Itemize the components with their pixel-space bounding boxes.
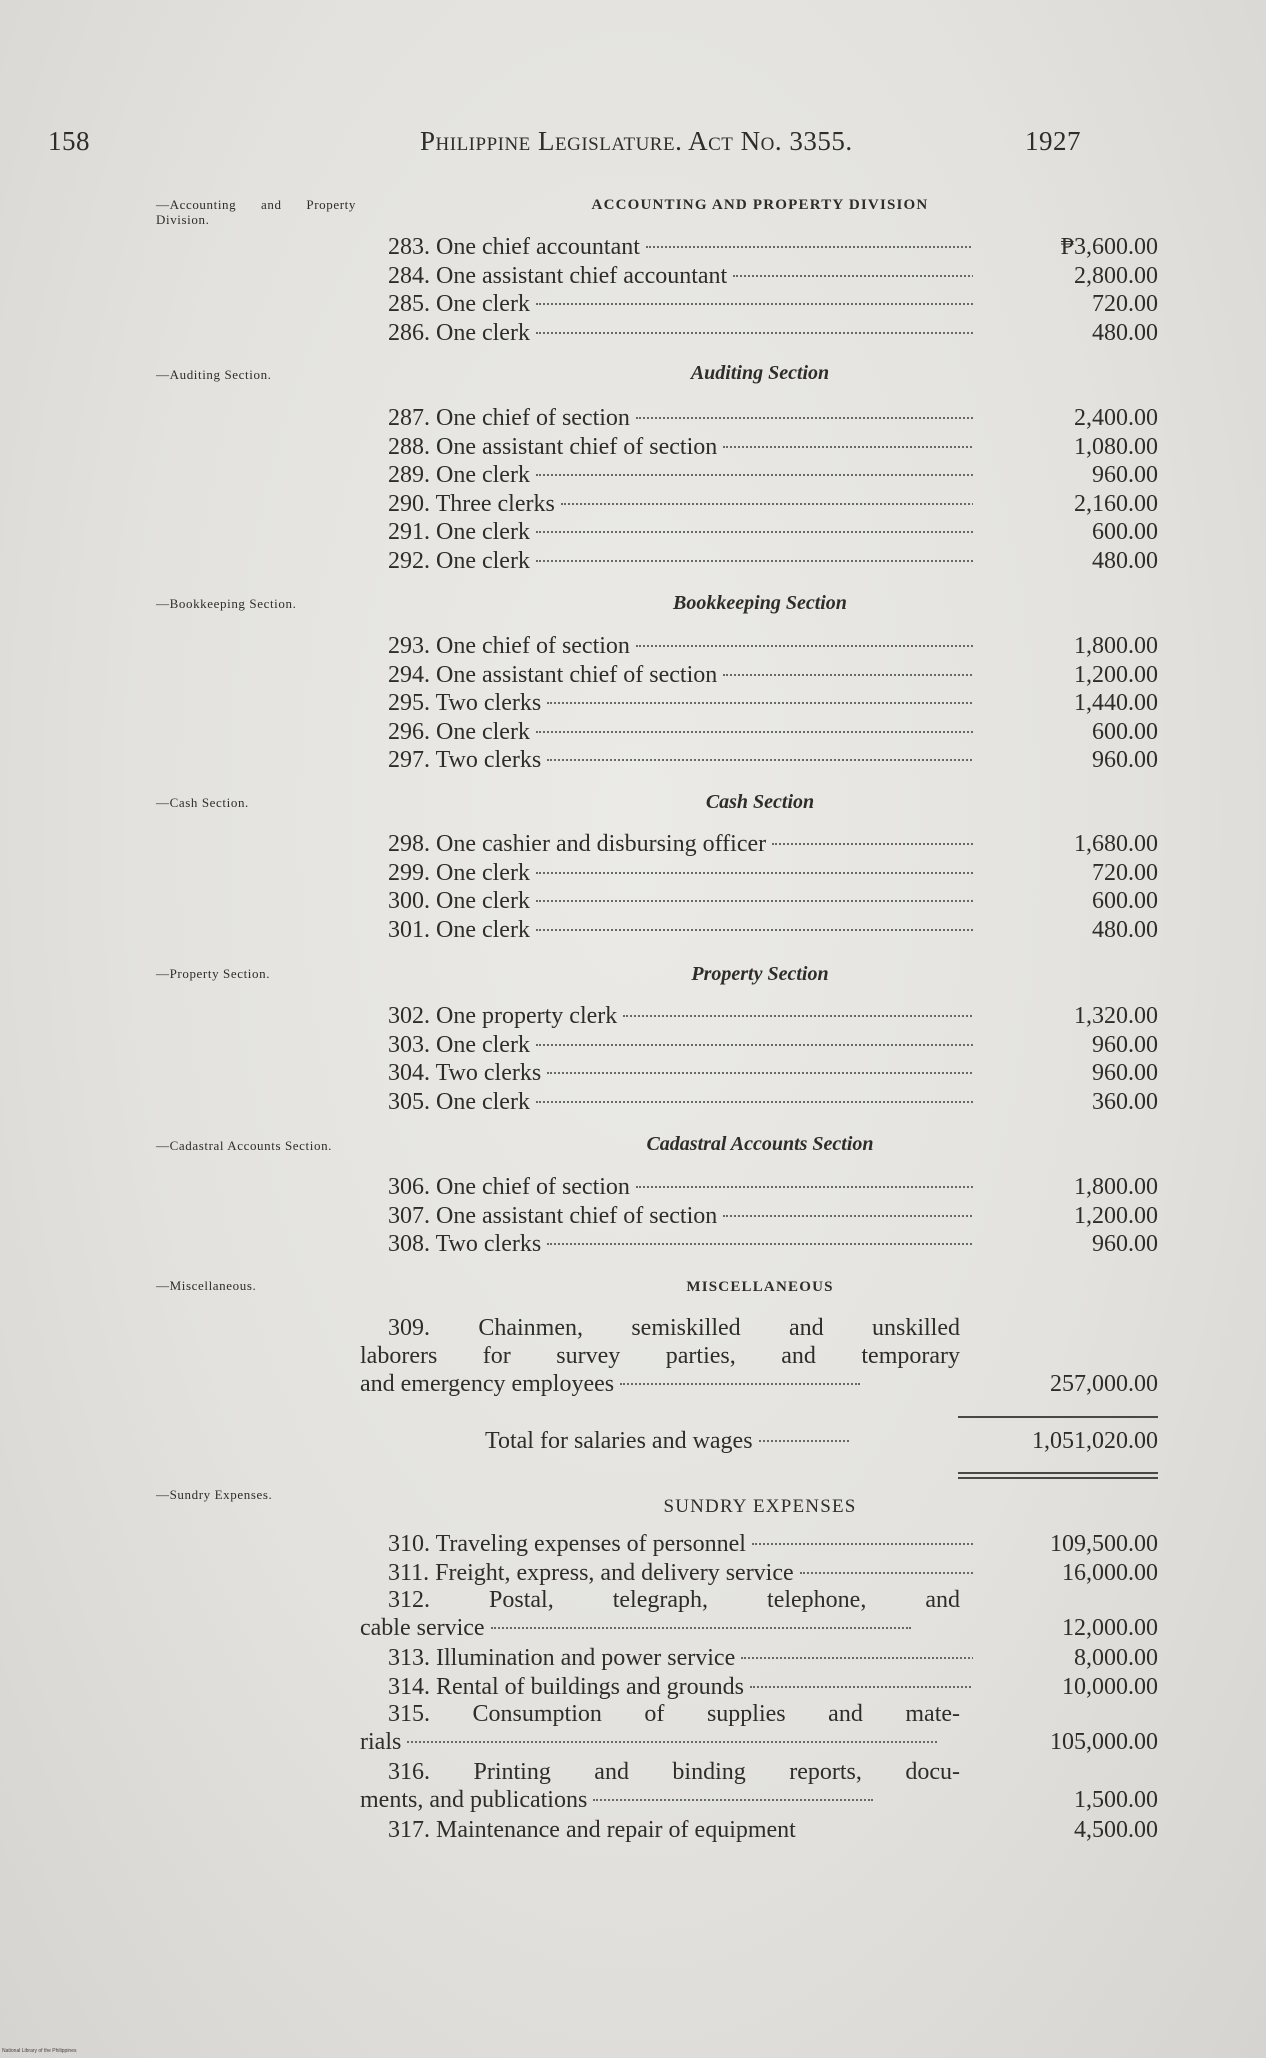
- line-item-amount: 2,160.00: [1074, 490, 1158, 517]
- line-item-desc: [388, 1031, 973, 1059]
- line-item: [360, 233, 1160, 261]
- item-316: [360, 1758, 1160, 1816]
- line-item-text: 313. Illumination and power service: [388, 1645, 736, 1671]
- line-item-text: 314. Rental of buildings and grounds: [388, 1673, 744, 1700]
- line-item-text: 299. One clerk: [388, 859, 530, 886]
- leader-dots: [620, 1383, 860, 1385]
- margin-note-property: —Property Section.: [156, 966, 271, 981]
- line-item-desc: [388, 461, 973, 489]
- line-item-amount: 109,500.00: [1050, 1531, 1158, 1557]
- line-item-amount: ₱3,600.00: [1060, 234, 1158, 260]
- page-number: 158: [48, 126, 90, 156]
- line-item-amount: 720.00: [1092, 291, 1158, 318]
- line-item-desc: [388, 1088, 973, 1116]
- leader-dots: [547, 1072, 973, 1074]
- line-item-text: 304. Two clerks: [388, 1060, 542, 1087]
- heading-bookkeeping: Bookkeeping Section: [673, 592, 847, 614]
- line-item-text: 287. One chief of section: [388, 405, 630, 431]
- leader-dots: [536, 303, 973, 305]
- line-item-desc: [388, 1059, 973, 1087]
- leader-dots: [407, 1741, 937, 1743]
- line-item-text: 296. One clerk: [388, 718, 530, 745]
- line-item-amount: 960.00: [1092, 462, 1158, 489]
- line-item: [360, 1202, 1160, 1230]
- line-item-amount: 1,440.00: [1074, 690, 1158, 717]
- total-label: Total for salaries and wages: [485, 1428, 753, 1454]
- item-316-amount: 1,500.00: [1074, 1787, 1158, 1813]
- item-312-line1: 312. Postal, telegraph, telephone, and: [388, 1587, 960, 1613]
- line-item: [360, 632, 1160, 660]
- line-item-desc: [388, 1559, 973, 1587]
- line-item-desc: [388, 1002, 973, 1030]
- line-item: [360, 1559, 1160, 1587]
- leader-dots: [750, 1686, 973, 1688]
- line-item-text: 307. One assistant chief of section: [388, 1202, 718, 1229]
- leader-dots: [636, 645, 973, 647]
- line-item: [360, 262, 1160, 290]
- leader-dots: [547, 1243, 973, 1245]
- item-315: [360, 1700, 1160, 1758]
- heading-auditing: Auditing Section: [690, 362, 830, 384]
- heading-accounting: ACCOUNTING AND PROPERTY DIVISION: [591, 197, 929, 213]
- line-item: [360, 518, 1160, 546]
- line-item-text: 310. Traveling expenses of personnel: [388, 1531, 746, 1557]
- line-item-amount: 960.00: [1092, 1060, 1158, 1087]
- line-item-desc: [388, 830, 973, 858]
- line-item-amount: 1,800.00: [1074, 1174, 1158, 1200]
- line-item: [360, 1530, 1160, 1558]
- item-317-desc: 317. Maintenance and repair of equipment: [388, 1817, 796, 1843]
- line-item-desc: [388, 1644, 973, 1672]
- leader-dots: [733, 275, 973, 277]
- heading-misc: MISCELLANEOUS: [686, 1279, 834, 1295]
- line-item-amount: 360.00: [1092, 1088, 1158, 1115]
- line-item-text: 283. One chief accountant: [388, 234, 640, 260]
- page-header: [40, 126, 1090, 166]
- line-item-amount: 600.00: [1092, 718, 1158, 745]
- line-item-amount: 10,000.00: [1062, 1673, 1158, 1700]
- leader-dots: [536, 474, 973, 476]
- item-309-line1: 309. Chainmen, semiskilled and unskilled: [388, 1315, 960, 1341]
- line-item-desc: [388, 632, 973, 660]
- line-item: [360, 461, 1160, 489]
- line-item-amount: 960.00: [1092, 747, 1158, 774]
- leader-dots: [623, 1015, 973, 1017]
- line-item-desc: [388, 1530, 973, 1558]
- item-317: [360, 1816, 1160, 1844]
- line-item-text: 306. One chief of section: [388, 1174, 630, 1200]
- line-item-text: 300. One clerk: [388, 888, 530, 915]
- margin-note-misc: —Miscellaneous.: [156, 1278, 257, 1293]
- leader-dots: [759, 1440, 849, 1442]
- line-item-amount: 480.00: [1092, 548, 1158, 574]
- leader-dots: [723, 446, 973, 448]
- line-item: [360, 319, 1160, 347]
- leader-dots: [636, 417, 973, 419]
- line-item-amount: 1,320.00: [1074, 1003, 1158, 1029]
- line-item-desc: [388, 916, 973, 944]
- line-item-desc: [388, 404, 973, 432]
- line-item-desc: [388, 1673, 973, 1701]
- line-item-text: 308. Two clerks: [388, 1231, 542, 1258]
- margin-note-auditing: —Auditing Section.: [156, 367, 272, 382]
- line-item: [360, 830, 1160, 858]
- margin-note-accounting: —Accounting and Property Division.: [156, 197, 356, 227]
- leader-dots: [547, 702, 973, 704]
- line-item-amount: 960.00: [1092, 1031, 1158, 1058]
- line-item-text: 311. Freight, express, and delivery service: [388, 1559, 794, 1586]
- item-317-amount: 4,500.00: [1074, 1817, 1158, 1843]
- line-item: [360, 689, 1160, 717]
- scan-footer: National Library of the Philippines: [2, 2048, 77, 2054]
- leader-dots: [593, 1799, 873, 1801]
- line-item-amount: 480.00: [1092, 916, 1158, 943]
- item-315-line1: 315. Consumption of supplies and mate-: [388, 1701, 960, 1727]
- line-item-desc: [388, 746, 973, 774]
- line-item: [360, 290, 1160, 318]
- heading-cadastral: Cadastral Accounts Section: [646, 1133, 874, 1155]
- leader-dots: [536, 1101, 973, 1103]
- leader-dots: [800, 1572, 973, 1574]
- leader-dots: [491, 1627, 911, 1629]
- line-item-desc: [388, 547, 973, 575]
- line-item-amount: 1,080.00: [1074, 433, 1158, 460]
- line-item-text: 298. One cashier and disbursing officer: [388, 831, 767, 857]
- leader-dots: [636, 1186, 973, 1188]
- line-item-text: 297. Two clerks: [388, 747, 542, 774]
- line-item-amount: 2,800.00: [1074, 262, 1158, 289]
- line-item-desc: [388, 290, 973, 318]
- line-item: [360, 661, 1160, 689]
- line-item-text: 289. One clerk: [388, 462, 530, 489]
- leader-dots: [561, 503, 973, 505]
- item-312: [360, 1586, 1160, 1644]
- line-item-desc: [388, 319, 973, 347]
- leader-dots: [536, 929, 973, 931]
- leader-dots: [646, 246, 973, 248]
- leader-dots: [536, 560, 973, 562]
- item-315-line2: rials: [360, 1729, 402, 1755]
- total-rule-double-2: [958, 1477, 1158, 1479]
- leader-dots: [741, 1657, 973, 1659]
- line-item: [360, 547, 1160, 575]
- line-item-text: 285. One clerk: [388, 291, 530, 318]
- line-item-amount: 1,680.00: [1074, 831, 1158, 857]
- leader-dots: [536, 872, 973, 874]
- total-rule-top: [958, 1416, 1158, 1418]
- line-item-desc: [388, 661, 973, 689]
- margin-note-cash: —Cash Section.: [156, 795, 249, 810]
- line-item: [360, 1031, 1160, 1059]
- line-item: [360, 1173, 1160, 1201]
- heading-sundry: SUNDRY EXPENSES: [663, 1496, 857, 1517]
- line-item-amount: 480.00: [1092, 319, 1158, 346]
- item-316-line2: ments, and publications: [360, 1787, 588, 1813]
- margin-note-sundry: —Sundry Expenses.: [156, 1487, 273, 1502]
- line-item: [360, 1673, 1160, 1701]
- line-item-desc: [388, 490, 973, 518]
- line-item-text: 301. One clerk: [388, 916, 530, 943]
- line-item-desc: [388, 262, 973, 290]
- item-309: [360, 1314, 1160, 1400]
- item-309-line2: laborers for survey parties, and temporary: [360, 1343, 960, 1369]
- line-item-desc: [388, 433, 973, 461]
- leader-dots: [752, 1543, 973, 1545]
- line-item-amount: 2,400.00: [1074, 405, 1158, 431]
- line-item-text: 284. One assistant chief accountant: [388, 262, 728, 289]
- line-item-text: 293. One chief of section: [388, 633, 630, 659]
- line-item-text: 302. One property clerk: [388, 1003, 618, 1029]
- line-item: [360, 1002, 1160, 1030]
- item-312-line2: cable service: [360, 1615, 485, 1641]
- item-312-amount: 12,000.00: [1062, 1615, 1158, 1641]
- leader-dots: [772, 843, 973, 845]
- line-item-amount: 720.00: [1092, 859, 1158, 886]
- header-year: 1927: [1025, 126, 1081, 156]
- total-rule-double-1: [958, 1472, 1158, 1474]
- running-title: Philippine Legislature. Act No. 3355.: [420, 126, 853, 156]
- leader-dots: [536, 332, 973, 334]
- line-item-amount: 1,200.00: [1074, 661, 1158, 688]
- line-item-text: 294. One assistant chief of section: [388, 661, 718, 688]
- line-item-text: 290. Three clerks: [388, 490, 555, 517]
- line-item-text: 303. One clerk: [388, 1031, 530, 1058]
- line-item-amount: 960.00: [1092, 1231, 1158, 1258]
- line-item-amount: 1,800.00: [1074, 633, 1158, 659]
- line-item-desc: [388, 887, 973, 915]
- line-item-text: 292. One clerk: [388, 548, 530, 574]
- line-item-desc: [388, 1230, 973, 1258]
- line-item: [360, 1230, 1160, 1258]
- line-item: [360, 859, 1160, 887]
- leader-dots: [536, 731, 973, 733]
- leader-dots: [536, 1044, 973, 1046]
- line-item-amount: 1,200.00: [1074, 1202, 1158, 1229]
- line-item: [360, 1059, 1160, 1087]
- leader-dots: [536, 531, 973, 533]
- line-item-text: 305. One clerk: [388, 1088, 530, 1115]
- leader-dots: [723, 674, 973, 676]
- line-item-desc: [388, 233, 973, 261]
- heading-property: Property Section: [691, 963, 829, 985]
- total-amount: 1,051,020.00: [1032, 1428, 1158, 1454]
- line-item-text: 291. One clerk: [388, 519, 530, 546]
- line-item: [360, 916, 1160, 944]
- line-item-text: 286. One clerk: [388, 319, 530, 346]
- line-item-amount: 600.00: [1092, 888, 1158, 915]
- line-item-desc: [388, 1173, 973, 1201]
- leader-dots: [723, 1215, 973, 1217]
- line-item-amount: 16,000.00: [1062, 1559, 1158, 1586]
- heading-cash: Cash Section: [705, 791, 815, 813]
- leader-dots: [536, 900, 973, 902]
- line-item: [360, 718, 1160, 746]
- line-item: [360, 746, 1160, 774]
- line-item-desc: [388, 689, 973, 717]
- margin-note-cadastral: —Cadastral Accounts Section.: [156, 1138, 333, 1153]
- item-309-line3: and emergency employees: [360, 1371, 615, 1397]
- line-item-desc: [388, 859, 973, 887]
- line-item: [360, 490, 1160, 518]
- item-316-line1: 316. Printing and binding reports, docu-: [388, 1759, 960, 1785]
- margin-note-bookkeeping: —Bookkeeping Section.: [156, 596, 297, 611]
- line-item-desc: [388, 718, 973, 746]
- line-item-desc: [388, 518, 973, 546]
- item-309-amount: 257,000.00: [1050, 1371, 1158, 1397]
- line-item: [360, 1088, 1160, 1116]
- line-item-text: 295. Two clerks: [388, 690, 542, 717]
- total-row: [360, 1427, 1160, 1455]
- line-item-text: 288. One assistant chief of section: [388, 433, 718, 460]
- line-item-desc: [388, 1202, 973, 1230]
- line-item: [360, 404, 1160, 432]
- line-item: [360, 1644, 1160, 1672]
- line-item-amount: 600.00: [1092, 519, 1158, 546]
- item-315-amount: 105,000.00: [1050, 1729, 1158, 1755]
- line-item: [360, 887, 1160, 915]
- line-item-amount: 8,000.00: [1074, 1645, 1158, 1671]
- leader-dots: [547, 759, 973, 761]
- line-item: [360, 433, 1160, 461]
